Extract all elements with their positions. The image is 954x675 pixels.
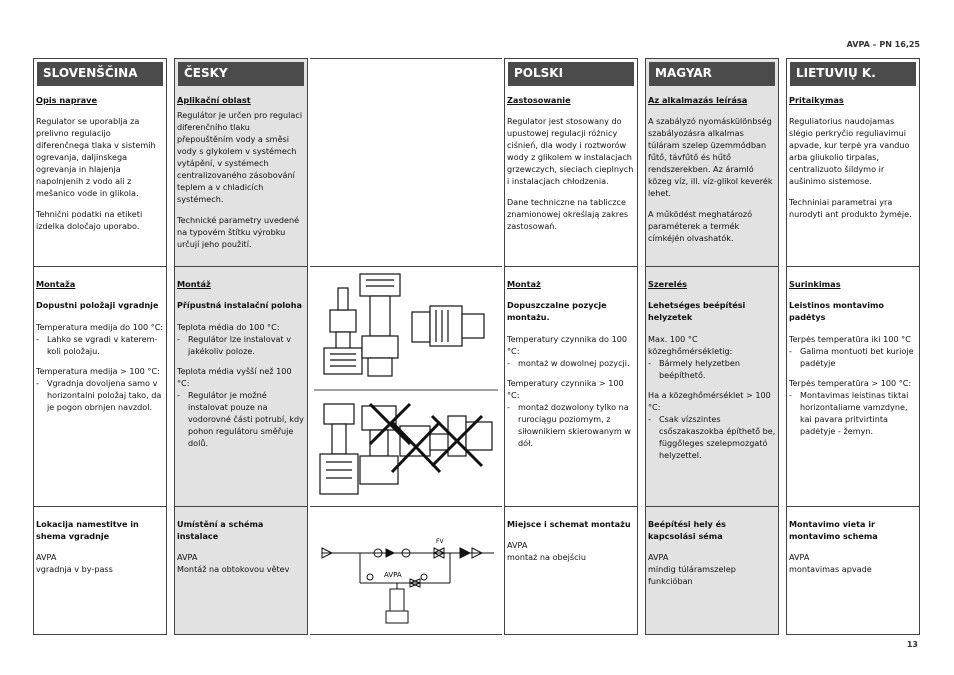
temperature-text: Ha a közeghőmérséklet > 100 °C: <box>648 390 771 412</box>
column-heading: SLOVENŠČINA <box>37 62 163 86</box>
application-section <box>36 94 164 241</box>
valve-pipe-up-icon <box>360 406 398 484</box>
column-slovenscina <box>33 58 167 635</box>
column-cesky <box>174 58 308 635</box>
document-reference: AVPA – PN 16,25 <box>846 40 920 49</box>
section-title: Az alkalmazás leírása <box>648 95 748 105</box>
mounting-section <box>177 278 305 457</box>
column-lietuviu <box>786 58 920 635</box>
paragraph: Regulátor je určen pro regulaci diferenčního tlaku přepouštěním vody a směsi vody s glykolem v systémech vytápění, v systémech centralizovaného zásobování teplem a v chladicích systémech. <box>177 110 303 204</box>
section-title: Opis naprave <box>36 95 98 105</box>
temperature-text: Teplota média do 100 °C: <box>177 322 280 332</box>
section-subtitle: Umístění a schéma instalace <box>177 519 264 541</box>
section-subtitle: Dopustni položaji vgradnje <box>36 300 159 310</box>
bullet-item: - Csak vízszintes csőszakaszokba építhető be, függőleges szelepmozgató helyzettel. <box>648 413 776 461</box>
bullet-item: - Lahko se vgradi v kateremkoli položaju. <box>36 333 164 357</box>
temperature-text: Max. 100 °C közeghőmérsékletig: <box>648 334 733 356</box>
column-heading: MAGYAR <box>649 62 775 86</box>
paragraph: Regulator jest stosowany do upustowej regulacji różnicy ciśnień, dla wody i roztworów wody z glikolem w instalacjach grzewczych, sieciach cieplnych i instalacjach chłodzenia. <box>507 116 634 186</box>
bullet-item: - Galima montuoti bet kurioje padėtyje <box>789 345 917 369</box>
column-heading: ČESKY <box>178 62 304 86</box>
model-label: AVPA <box>177 552 198 562</box>
paragraph: A szabályzó nyomáskülönbség szabályozásra alkalmas túláram szelep üzemmódban fűtő, távfűtő és hűtő rendszerekben. Az áramló közeg víz, ill. víz-glikol keverék lehet. <box>648 116 773 198</box>
mounting-positions-figure <box>310 266 502 506</box>
application-section <box>648 94 776 253</box>
paragraph: Dane techniczne na tabliczce znamionowej określają zakres zastosowań. <box>507 197 629 231</box>
column-magyar <box>645 58 779 635</box>
section-subtitle: Miejsce i schemat montażu <box>507 519 631 529</box>
paragraph: Reguliatorius naudojamas slėgio perkryčio reguliavimui apvade, kur terpė yra vanduo arba gliukolio tirpalas, centralizuoto šildymo ir aušinimo sistemose. <box>789 116 910 186</box>
section-title: Surinkimas <box>789 279 841 289</box>
installation-schema <box>310 529 502 639</box>
paragraph: Technické parametry uvedené na typovém štítku výrobku určují jeho použití. <box>177 215 300 249</box>
section-title: Zastosowanie <box>507 95 571 105</box>
temperature-text: Temperatura medija > 100 °C: <box>36 366 160 376</box>
installation-note: mindig túláramszelep funkcióban <box>648 564 736 586</box>
application-section <box>177 94 305 259</box>
section-subtitle: Montavimo vieta ir montavimo schema <box>789 519 878 541</box>
section-title: Montaža <box>36 279 76 289</box>
model-label: AVPA <box>789 552 810 562</box>
schema-avpa-label: AVPA <box>384 571 402 579</box>
paragraph: A működést meghatározó paraméterek a termék címkéjén olvashatók. <box>648 209 753 243</box>
section-title: Montaż <box>507 279 541 289</box>
installation-section <box>648 518 776 596</box>
page-number: 13 <box>906 640 918 649</box>
section-subtitle: Přípustná instalační poloha <box>177 300 302 310</box>
section-subtitle: Dopuszczalne pozycje montażu. <box>507 300 607 322</box>
bullet-item: - Montavimas leistinas tiktai horizontaliame vamzdyne, kai pavara pritvirtinta padėtyje - žemyn. <box>789 389 917 437</box>
valve-vertical-up-icon <box>360 274 400 376</box>
column-heading: LIETUVIŲ K. <box>790 62 916 86</box>
bullet-item: - Regulátor lze instalovat v jakékoliv poloze. <box>177 333 305 357</box>
section-title: Szerelés <box>648 279 688 289</box>
installation-note: Montáž na obtokovou větev <box>177 564 290 574</box>
application-section <box>507 94 635 241</box>
bullet-item: - Bármely helyzetben beépíthető. <box>648 357 776 381</box>
bullet-item: - montaż dozwolony tylko na rurociągu poziomym, z siłownikiem skierowanym w dół. <box>507 401 635 449</box>
figure-area <box>310 58 502 635</box>
mounting-section <box>648 278 776 469</box>
model-label: AVPA <box>648 552 669 562</box>
paragraph: Regulator se uporablja za prelivno regulacijo diferenčnega tlaka v sistemih ogrevanja, daljinskega ogrevanja in hlajenja napolnjenih z vodo ali z mešanico vode in glikola. <box>36 116 156 198</box>
section-subtitle: Beépítési hely és kapcsolási séma <box>648 519 726 541</box>
installation-note: montavimas apvade <box>789 564 872 574</box>
section-subtitle: Leistinos montavimo padėtys <box>789 300 884 322</box>
paragraph: Tehnični podatki na etiketi izdelka določajo uporabo. <box>36 209 143 231</box>
temperature-text: Temperatura medija do 100 °C: <box>36 322 164 332</box>
section-title: Montáž <box>177 279 211 289</box>
temperature-text: Terpės temperatūra iki 100 °C <box>789 334 911 344</box>
bullet-item: - Vgradnja dovoljena samo v horizontalni položaj tako, da je pogon obrnjen navzdol. <box>36 377 164 413</box>
column-heading: POLSKI <box>508 62 634 86</box>
section-subtitle: Lehetséges beépítési helyzetek <box>648 300 746 322</box>
valve-vertical-down-icon <box>324 288 362 374</box>
bullet-item: - Regulátor je možné instalovat pouze na vodorovné části potrubí, kdy pohon regulátoru směřuje dolů. <box>177 389 305 449</box>
column-polski <box>504 58 638 635</box>
valve-pipe-down-icon <box>320 404 358 494</box>
bullet-item: - montaż w dowolnej pozycji. <box>507 357 635 369</box>
schema-fv-label: FV <box>436 538 444 545</box>
installation-section <box>36 518 164 584</box>
mounting-section <box>36 278 164 421</box>
model-label: AVPA <box>36 552 57 562</box>
paragraph: Techniniai parametrai yra nurodyti ant produkto žymėje. <box>789 197 912 219</box>
installation-note: vgradnja v by-pass <box>36 564 113 574</box>
installation-section <box>789 518 917 584</box>
installation-section <box>177 518 305 584</box>
section-subtitle: Lokacija namestitve in shema vgradnje <box>36 519 139 541</box>
installation-note: montaż na obejściu <box>507 552 586 562</box>
valve-wrong-2-icon <box>448 416 492 456</box>
temperature-text: Teplota média vyšší než 100 °C: <box>177 366 292 388</box>
temperature-text: Temperatury czynnika do 100 °C: <box>507 334 628 356</box>
application-section <box>789 94 917 229</box>
temperature-text: Temperatury czynnika > 100 °C: <box>507 378 624 400</box>
mounting-section <box>507 278 635 457</box>
section-title: Pritaikymas <box>789 95 844 105</box>
valve-horizontal-icon <box>412 306 484 346</box>
installation-section <box>507 518 635 572</box>
section-title: Aplikační oblast <box>177 95 251 105</box>
model-label: AVPA <box>507 540 528 550</box>
temperature-text: Terpės temperatūra > 100 °C: <box>789 378 912 388</box>
mounting-section <box>789 278 917 445</box>
